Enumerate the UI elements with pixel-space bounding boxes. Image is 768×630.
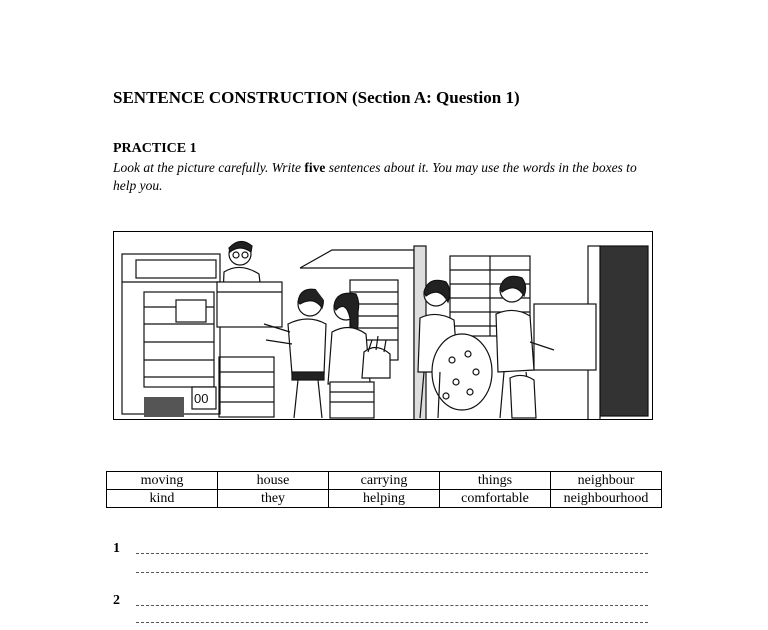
word-row: [107, 490, 662, 508]
answer-number: 1: [113, 541, 120, 556]
instruction-emphasis: five: [304, 160, 326, 175]
word-cell: helping: [329, 490, 440, 508]
word-cell: things: [440, 472, 551, 490]
word-cell: neighbour: [551, 472, 662, 490]
answer-line[interactable]: [136, 572, 648, 573]
word-box: [106, 471, 662, 508]
man-with-glasses: [217, 241, 282, 327]
word-cell: moving: [107, 472, 218, 490]
worksheet-title: SENTENCE CONSTRUCTION (Section A: Question 1): [113, 88, 520, 107]
word-cell: neighbourhood: [551, 490, 662, 508]
word-cell: carrying: [329, 472, 440, 490]
word-cell: house: [218, 472, 329, 490]
moving-house-illustration: [114, 232, 653, 420]
word-cell: comfortable: [440, 490, 551, 508]
practice-heading: PRACTICE 1: [113, 141, 197, 156]
word-cell: kind: [107, 490, 218, 508]
answer-number: 2: [113, 593, 120, 608]
man-carrying-box: [496, 276, 596, 418]
word-row: [107, 472, 662, 490]
word-cell: they: [218, 490, 329, 508]
answer-line[interactable]: [136, 622, 648, 623]
illustration-frame: [113, 231, 653, 420]
answer-line[interactable]: [136, 553, 648, 554]
answer-line[interactable]: [136, 605, 648, 606]
box-label: 00: [194, 391, 209, 406]
instruction-part-2: sentences about it. You may use the words in the boxes to help you.: [113, 160, 637, 193]
instruction-part-1: Look at the picture carefully. Write: [113, 160, 305, 175]
instructions: [113, 159, 658, 195]
